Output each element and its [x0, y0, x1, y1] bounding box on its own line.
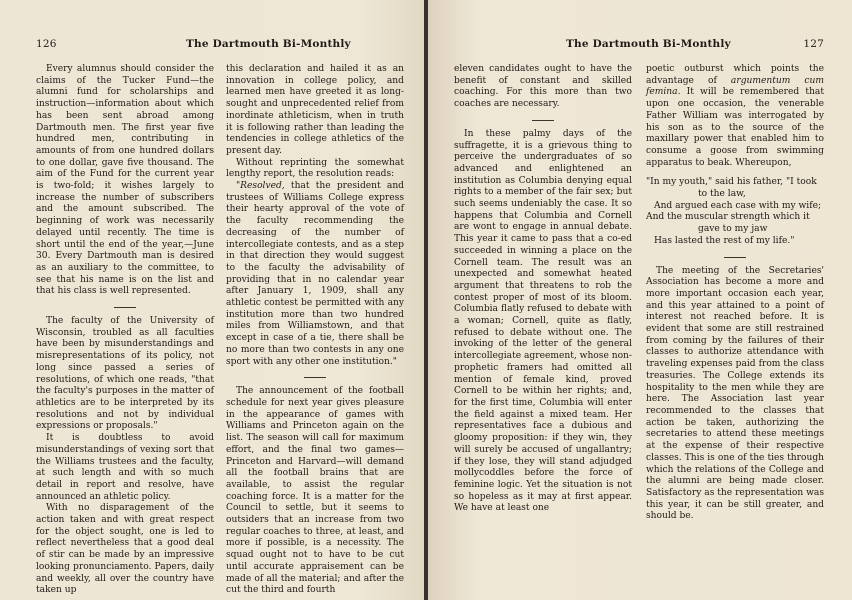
poem-line: gave to my jaw — [698, 224, 768, 235]
paragraph-football: The announcement of the football schedule for next year gives pleasure in the appearance of games with Williams and Princeton again on the list. The season will call for maximum effort, and the final two games—Princeton and Harvard—will demand all the football brains that are available, to assist the regular coaching force. It is a matter for the Council to settle, but it seems to outsiders that an increase from two regular coaches to three, at least, and more if possible, is a necessity. The squad ought not to have to be cut until accurate appraisement can be made of all the material; and after the cut the third and fourth — [226, 386, 404, 596]
paragraph-tucker-fund: Every alumnus should consider the claims of the Tucker Fund—the alumni fund for scholarships and instruction—information about which has been sent abroad among Dartmouth men. The first year five hundred men, contributing in amounts of from one hundred dollars to one dollar, gave five thousand. The aim of the Fund for the current year is two-fold; it wishes largely to increase the number of subscribers and the amount subscribed. The beginning of work was necessarily delayed until recently. The time is short until the end of the year,—June 30. Every Dartmouth man is desired as an auxiliary to the committee, to see that his name is on the list and that his class is well represented. — [36, 64, 214, 297]
left-running-head: The Dartmouth Bi-Monthly — [186, 38, 351, 50]
poem-line: to the law, — [698, 189, 746, 200]
left-page — [0, 0, 424, 600]
section-divider — [304, 377, 326, 378]
paragraph-secretaries: The meeting of the Secretaries' Association has become a more and more important occasion each year, and this year attained to a point of interest not reached before. It is evident that some are still restrained from coming by the failures of their classes to authorize attendance with traveling expenses paid from the class treasuries. The College extends its hospitality to the men while they are here. The Association last year recommended to the classes that action be taken, authorizing the secretaries to attend these meetings at the expense of their respective classes. This is one of the ties through which the relations of the College and the alumni are being made closer. Satisfactory as the representation was this year, it can be still greater, and should be. — [646, 265, 824, 522]
left-page-number: 126 — [36, 38, 57, 50]
paragraph-without-reprinting: Without reprinting the somewhat lengthy report, the resolution reads: — [226, 157, 404, 180]
left-page-header — [36, 38, 404, 52]
left-column-1 — [36, 64, 214, 597]
resolved-italic: "Resolved, — [236, 181, 285, 192]
latin-phrase: argumentum cum femina — [646, 75, 825, 98]
right-column-1 — [454, 64, 632, 523]
paragraph-poetic-outburst — [646, 64, 824, 169]
paragraph-disparagement: With no disparagement of the action taken and with great respect for the object sought, one is led to reflect nevertheless that a good deal of stir can be made by an impressive looking pronunciamento. Papers, daily and weekly, all over the country have taken up — [36, 503, 214, 596]
poetic-text-a: poetic outburst which points the advantage of — [646, 64, 824, 86]
poem-line: "In my youth," said his father, "I took — [646, 177, 817, 188]
poem-line: Has lasted the rest of my life." — [654, 235, 795, 246]
paragraph-resolution — [226, 181, 404, 368]
poetic-text-b: . It will be remembered that upon one occasion, the venerable Father William was interrogated by his son as to the source of the maxillary power that enabled him to consume a goose from swimming apparatus to beak. Whereupon, — [646, 87, 824, 168]
left-column-2 — [226, 64, 404, 597]
poem-quote — [646, 177, 824, 247]
resolution-text: that the president and trustees of Williams College express their hearty approval of the vote of the faculty recommending the decreasing of the number of intercollegiate contests, and as a step in that direction they would suggest to the faculty the advisability of providing that in no calendar year after January 1, 1909, shall any athletic contest be permitted with any institution more than two hundred miles from Williamstown, and that except in case of a tie, there shall be no more than two contests in any one sport with any other one institution." — [226, 181, 404, 367]
right-page-number: 127 — [803, 38, 824, 50]
right-page-header — [454, 38, 824, 52]
paragraph-suffragette: In these palmy days of the suffragette, it is a grievous thing to perceive the undergraduates of so advanced and enlightened an institution as Columbia denying equal rights to a member of the fair sex; but such seems undeniably the case. It so happens that Columbia and Cornell are wont to engage in annual debate. This year it came to pass that a co-ed succeeded in winning a place on the Cornell team. The result was an unexpected and somewhat heated argument that threatens to rob the contest proper of most of its bloom. Columbia flatly refused to debate with a woman; Cornell, quite as flatly, refused to debate without one. The invoking of the letter of the general intercollegiate agreement, whose non-prophetic framers had omitted all mention of female kind, proved Cornell to be within her rights; and, for the first time, Columbia will enter the field against a mixed team. Her representatives face a dubious and gloomy proposition: if they win, they will surely be accused of ungallantry; if they lose, they will stand adjudged mollycoddles before the force of feminine logic. Yet the situation is not so hopeless as it may at first appear. We have at least one — [454, 128, 632, 514]
poem-line: And argued each case with my wife; — [654, 200, 822, 211]
section-divider — [114, 307, 136, 308]
section-divider — [532, 120, 554, 121]
poem-line: And the muscular strength which it — [646, 212, 810, 223]
section-divider — [724, 257, 746, 258]
paragraph-wisconsin: The faculty of the University of Wisconsin, troubled as all faculties have been by misunderstandings and misrepresentations of its policy, not long since passed a series of resolutions, of which one reads, "that the faculty's purposes in the matter of athletics are to be interpreted by its resolutions and not by individual expressions or proposals." — [36, 316, 214, 432]
right-column-2 — [646, 64, 824, 523]
right-page-columns — [454, 64, 824, 523]
paragraph-williams-trustees: It is doubtless to avoid misunderstandings of vexing sort that the Williams trustees and the faculty, at such length and with so much detail in report and resolve, have announced an athletic policy. — [36, 433, 214, 502]
left-page-columns — [36, 64, 404, 597]
right-page — [428, 0, 852, 600]
right-running-head: The Dartmouth Bi-Monthly — [566, 38, 731, 50]
paragraph-declaration: this declaration and hailed it as an innovation in college policy, and learned men have greeted it as long-sought and unprecedented relief from inordinate athleticism, when in truth it is following rather than leading the tendencies in college athletics of the present day. — [226, 64, 404, 156]
paragraph-eleven-candidates: eleven candidates ought to have the benefit of constant and skilled coaching. For this more than two coaches are necessary. — [454, 64, 632, 110]
